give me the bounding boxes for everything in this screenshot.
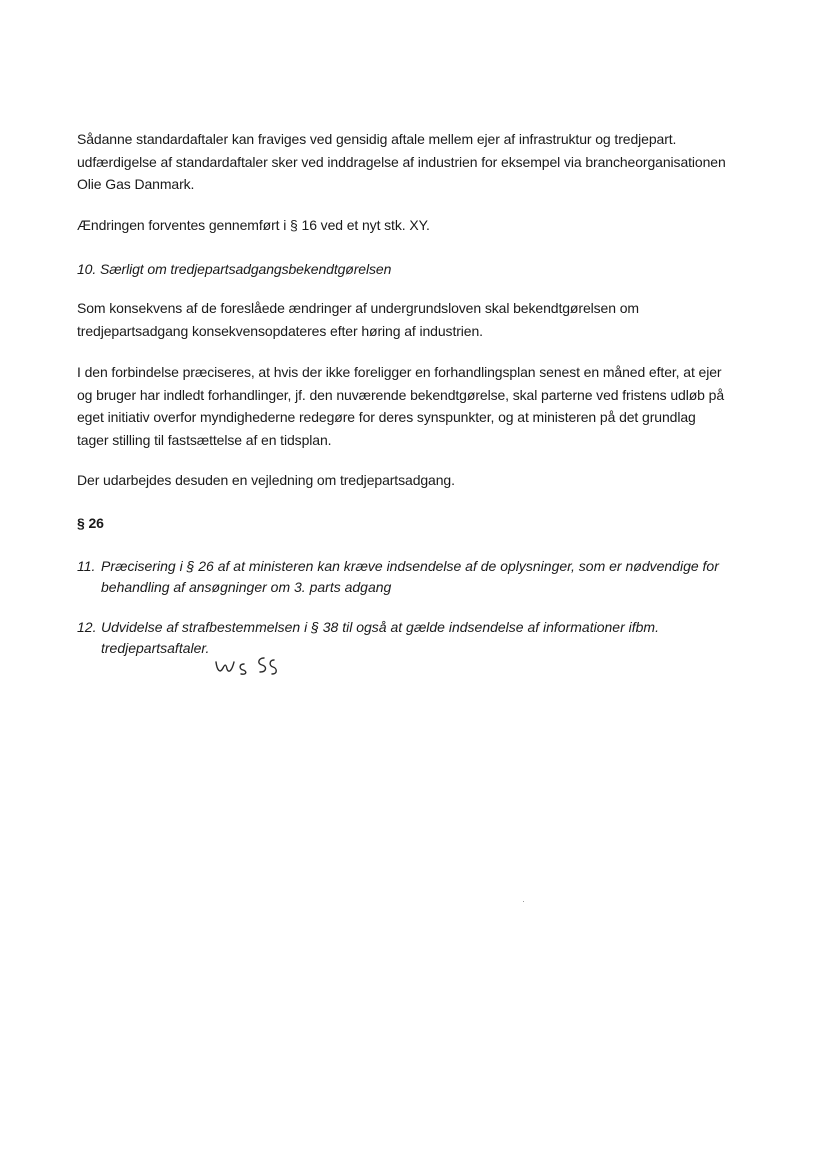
paragraph-line: Der udarbejdes desuden en vejledning om tredjepartsadgang. (77, 472, 455, 488)
paragraph-line: Olie Gas Danmark. (77, 176, 195, 192)
handwritten-initials-signature (214, 652, 284, 682)
paragraph-line: Ændringen forventes gennemført i § 16 ved et nyt stk. XY. (77, 217, 430, 233)
list-item-line: behandling af ansøgninger om 3. parts adgang (101, 579, 392, 595)
list-item-number: 12. (77, 619, 97, 635)
paragraph-standard-agreements (77, 128, 757, 196)
heading-text: 10. Særligt om tredjepartsadgangsbekendtgørelsen (77, 261, 392, 277)
paragraph-negotiation-plan (77, 361, 757, 451)
list-item-line: tredjepartsaftaler. (101, 640, 210, 656)
scan-speck (523, 901, 524, 902)
list-item-text (101, 617, 751, 659)
paragraph-amendment (77, 214, 757, 237)
paragraph-consequence (77, 297, 757, 342)
paragraph-line: Som konsekvens af de foreslåede ændringer af undergrundsloven skal bekendtgørelsen om (77, 300, 639, 316)
paragraph-line: Sådanne standardaftaler kan fraviges ved gensidig aftale mellem ejer af infrastruktur og tredjepart. (77, 131, 677, 147)
paragraph-guidance (77, 469, 757, 492)
paragraph-line: og bruger har indledt forhandlinger, jf. den nuværende bekendtgørelse, skal parterne ved fristens udløb på (77, 386, 725, 403)
list-item-line: Udvidelse af strafbestemmelsen i § 38 til også at gælde indsendelse af informationer ifbm. (101, 619, 659, 635)
section-heading-26 (77, 512, 757, 535)
list-item-12 (77, 617, 757, 661)
list-item-line: Præcisering i § 26 af at ministeren kan kræve indsendelse af de oplysninger, som er nødvendige for (101, 558, 719, 574)
heading-section-10 (77, 258, 757, 281)
paragraph-line: tredjepartsadgang konsekvensopdateres efter høring af industrien. (77, 322, 483, 339)
list-item-11 (77, 556, 757, 600)
paragraph-line: udfærdigelse af standardaftaler sker ved inddragelse af industrien for eksempel via brancheorganisationen (77, 153, 726, 170)
paragraph-line: tager stilling til fastsættelse af en tidsplan. (77, 431, 332, 448)
section-heading-text: § 26 (77, 515, 104, 531)
list-item-text (101, 556, 751, 598)
paragraph-line: I den forbindelse præciseres, at hvis der ikke foreligger en forhandlingsplan senest en måned efter, at ejer (77, 364, 722, 380)
list-item-number: 11. (77, 558, 96, 574)
paragraph-line: eget initiativ overfor myndighederne redegøre for deres synspunkter, og at ministeren på det grundlag (77, 409, 696, 425)
